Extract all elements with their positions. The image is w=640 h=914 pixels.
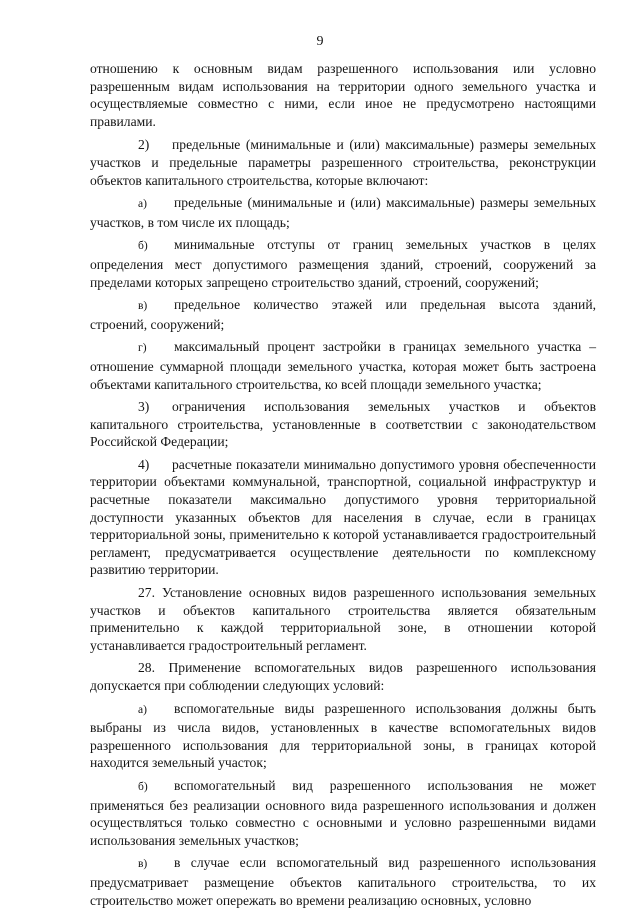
list-marker: в): [138, 300, 148, 313]
list-item-a: [90, 194, 596, 231]
list-item-b: [90, 236, 596, 291]
paragraph-text: отношению к основным видам разрешенного использования или условно разрешенным видам использования на территории одного земельного участка и осуществляемые совместно с ними, если иное не предусмотрено настоящими правилами.: [90, 61, 596, 129]
list-item-2: [90, 136, 596, 189]
list-item-v: [90, 854, 596, 909]
document-body: [90, 60, 596, 914]
paragraph-text: предельные (минимальные и (или) максимальные) размеры земельных участков, в том числе их площадь;: [90, 195, 596, 230]
list-item-b: [90, 777, 596, 849]
paragraph-text: вспомогательный вид разрешенного использования не может применяться без реализации основного вида разрешенного использования и должен осуществляться только совместно с основными и условно разрешенными видами использования земельных участков;: [90, 777, 596, 848]
list-marker: г): [138, 342, 147, 355]
list-item-v: [90, 296, 596, 333]
paragraph-text: предельные (минимальные и (или) максимальные) размеры земельных участков и предельные параметры разрешенного строительства, реконструкции объектов капитального строительства, которые включают:: [90, 137, 596, 188]
list-marker: 4): [138, 456, 150, 472]
paragraph-text: максимальный процент застройки в границах земельного участка – отношение суммарной площади земельного участка, которая может быть застроена объектами капитального строительства, ко всей площади земельного участка;: [90, 339, 596, 392]
paragraph-text: предельное количество этажей или предельная высота зданий, строений, сооружений;: [90, 297, 596, 332]
paragraph-27: [90, 584, 596, 654]
paragraph-text: в случае если вспомогательный вид разрешенного использования предусматривает размещение объектов капитального строительства, то их строительство может опережать во времени реализацию основных, условно: [90, 855, 596, 908]
list-item-a: [90, 700, 596, 772]
paragraph-text: ограничения использования земельных участков и объектов капитального строительства, установленные в соответствии с законодательством Российской Федерации;: [90, 399, 596, 450]
paragraph-continuation: [90, 60, 596, 130]
list-marker: 2): [138, 137, 150, 153]
list-item-3: [90, 398, 596, 451]
paragraph-text: 28. Применение вспомогательных видов разрешенного использования допускается при соблюдении следующих условий:: [90, 660, 596, 693]
paragraph-text: минимальные отступы от границ земельных участков в целях определения мест допустимого размещения зданий, строений, сооружений за пределами которых запрещено строительство зданий, строений, сооружений;: [90, 237, 596, 290]
paragraph-text: расчетные показатели минимально допустимого уровня обеспеченности территории объектами коммунальной, транспортной, социальной инфраструктур и расчетные показатели максимально допустимого уровня территориальной доступности указанных объектов для населения в случае, если в границах территориальной зоны, применительно к которой устанавливается градостроительный регламент, предусматривается осуществление деятельности по комплексному развитию территории.: [90, 456, 596, 578]
list-marker: б): [138, 240, 148, 253]
paragraph-text: вспомогательные виды разрешенного использования должны быть выбраны из числа видов, установленных в качестве вспомогательных видов разрешенного использования для территориальной зоны, в границах которой находится земельный участок;: [90, 700, 596, 771]
list-item-4: [90, 456, 596, 579]
list-marker: а): [138, 703, 147, 716]
paragraph-text: 27. Установление основных видов разрешенного использования земельных участков и объектов капитального строительства является обязательным применительно к каждой территориальной зоне, в отношении которой устанавливается градостроительный регламент.: [90, 585, 596, 653]
list-item-g: [90, 338, 596, 393]
list-marker: 3): [138, 399, 150, 415]
page-number: 9: [316, 34, 324, 49]
list-marker: в): [138, 858, 148, 871]
paragraph-28: [90, 659, 596, 694]
list-marker: б): [138, 780, 148, 793]
list-marker: а): [138, 198, 147, 211]
